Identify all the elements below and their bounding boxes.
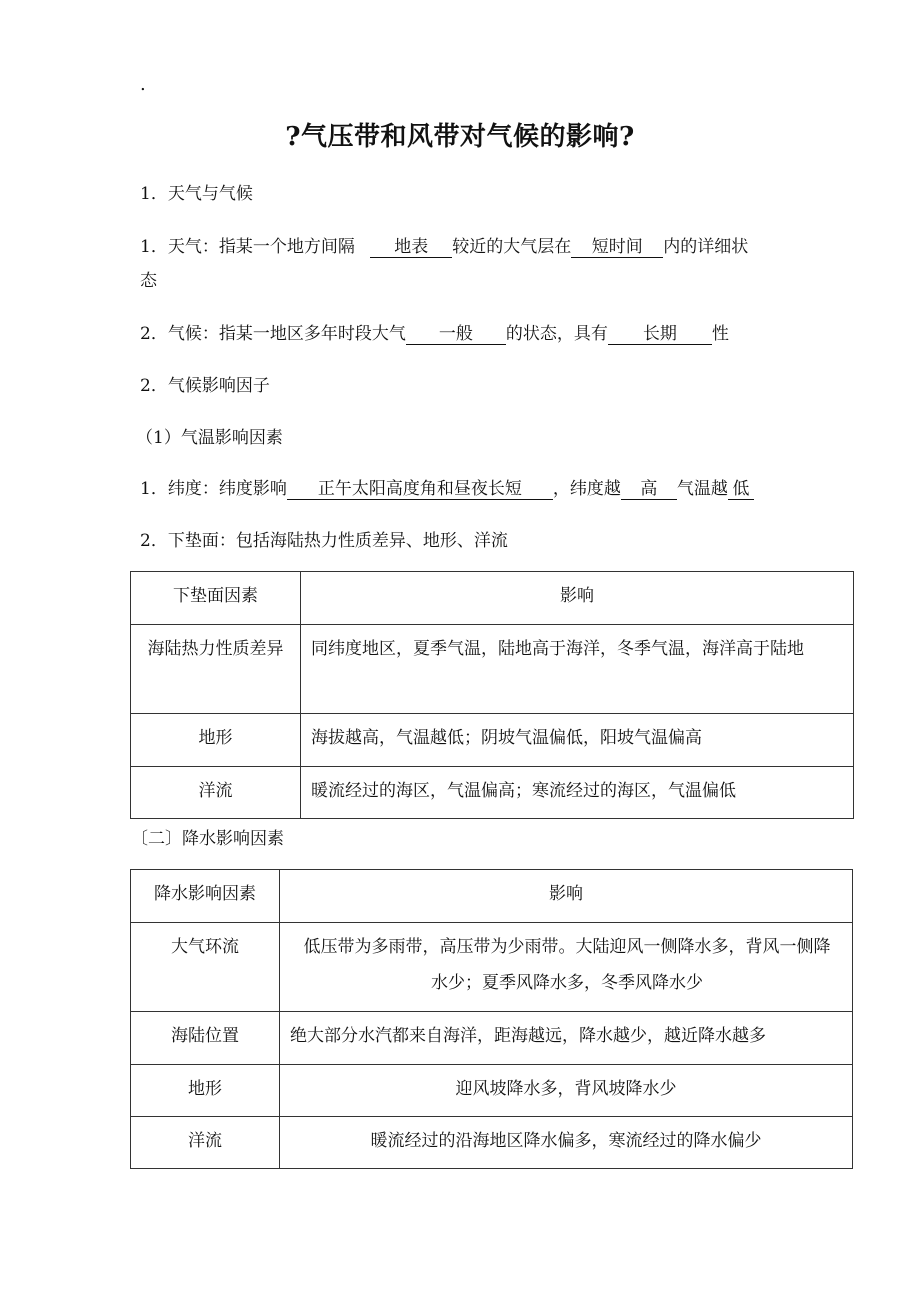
table-cell: 海陆位置 — [131, 1012, 280, 1065]
temperature-factors-table — [130, 571, 854, 819]
weather-definition: 1．天气：指某一个地方间隔 地表 较近的大气层在 短时间 内的详细状 — [140, 237, 749, 257]
subsection-temperature: （1）气温影响因素 — [136, 428, 283, 448]
table-cell: 迎风坡降水多，背风坡降水少 — [280, 1065, 853, 1117]
blank-answer: 地表 — [370, 237, 452, 258]
table-cell: 低压带为多雨带，高压带为少雨带。大陆迎风一侧降水多，背风一侧降水少；夏季风降水多，冬季风降水少 — [280, 923, 853, 1012]
table-cell: 海陆热力性质差异 — [131, 625, 301, 714]
section-weather-climate: 1．天气与气候 — [140, 184, 253, 204]
climate-definition: 2．气候：指某一地区多年时段大气 一般 的状态，具有 长期 性 — [140, 324, 729, 344]
table-header: 降水影响因素 — [131, 870, 280, 923]
table-header-row — [131, 870, 853, 923]
section-climate-factors: 2．气候影响因子 — [140, 376, 270, 396]
lead-mark: . — [140, 74, 146, 95]
table-header: 下垫面因素 — [131, 572, 301, 625]
table-row — [131, 714, 854, 767]
table-cell: 洋流 — [131, 767, 301, 819]
table-header-row — [131, 572, 854, 625]
blank-answer: 短时间 — [571, 237, 663, 258]
blank-answer: 一般 — [406, 324, 506, 345]
table-cell: 暖流经过的海区，气温偏高；寒流经过的海区，气温偏低 — [301, 767, 854, 819]
table-cell: 大气环流 — [131, 923, 280, 1012]
table-row — [131, 923, 853, 1012]
table-cell: 地形 — [131, 714, 301, 767]
table-row — [131, 1065, 853, 1117]
table-cell: 洋流 — [131, 1117, 280, 1169]
table-row — [131, 1117, 853, 1169]
page-title: ?气压带和风带对气候的影响? — [285, 122, 635, 152]
table-cell: 同纬度地区，夏季气温，陆地高于海洋，冬季气温，海洋高于陆地 — [301, 625, 854, 714]
weather-definition-wrap: 态 — [140, 271, 157, 291]
surface-factor: 2．下垫面：包括海陆热力性质差异、地形、洋流 — [140, 531, 508, 551]
table-cell: 地形 — [131, 1065, 280, 1117]
table-cell: 暖流经过的沿海地区降水偏多，寒流经过的降水偏少 — [280, 1117, 853, 1169]
blank-answer: 低 — [728, 479, 754, 500]
table-cell: 绝大部分水汽都来自海洋，距海越远，降水越少，越近降水越多 — [280, 1012, 853, 1065]
table-header: 影响 — [301, 572, 854, 625]
table-row — [131, 625, 854, 714]
precipitation-factors-table — [130, 869, 853, 1169]
latitude-factor: 1．纬度：纬度影响 正午太阳高度角和昼夜长短 ，纬度越 高 气温越 低 — [140, 478, 754, 500]
table-row — [131, 767, 854, 819]
table-row — [131, 1012, 853, 1065]
blank-answer: 正午太阳高度角和昼夜长短 — [287, 479, 553, 500]
blank-answer: 长期 — [608, 324, 712, 345]
table-header: 影响 — [280, 870, 853, 923]
table-cell: 海拔越高，气温越低；阴坡气温偏低，阳坡气温偏高 — [301, 714, 854, 767]
blank-answer: 高 — [621, 479, 677, 500]
subsection-precipitation: 〔二〕降水影响因素 — [131, 829, 284, 849]
